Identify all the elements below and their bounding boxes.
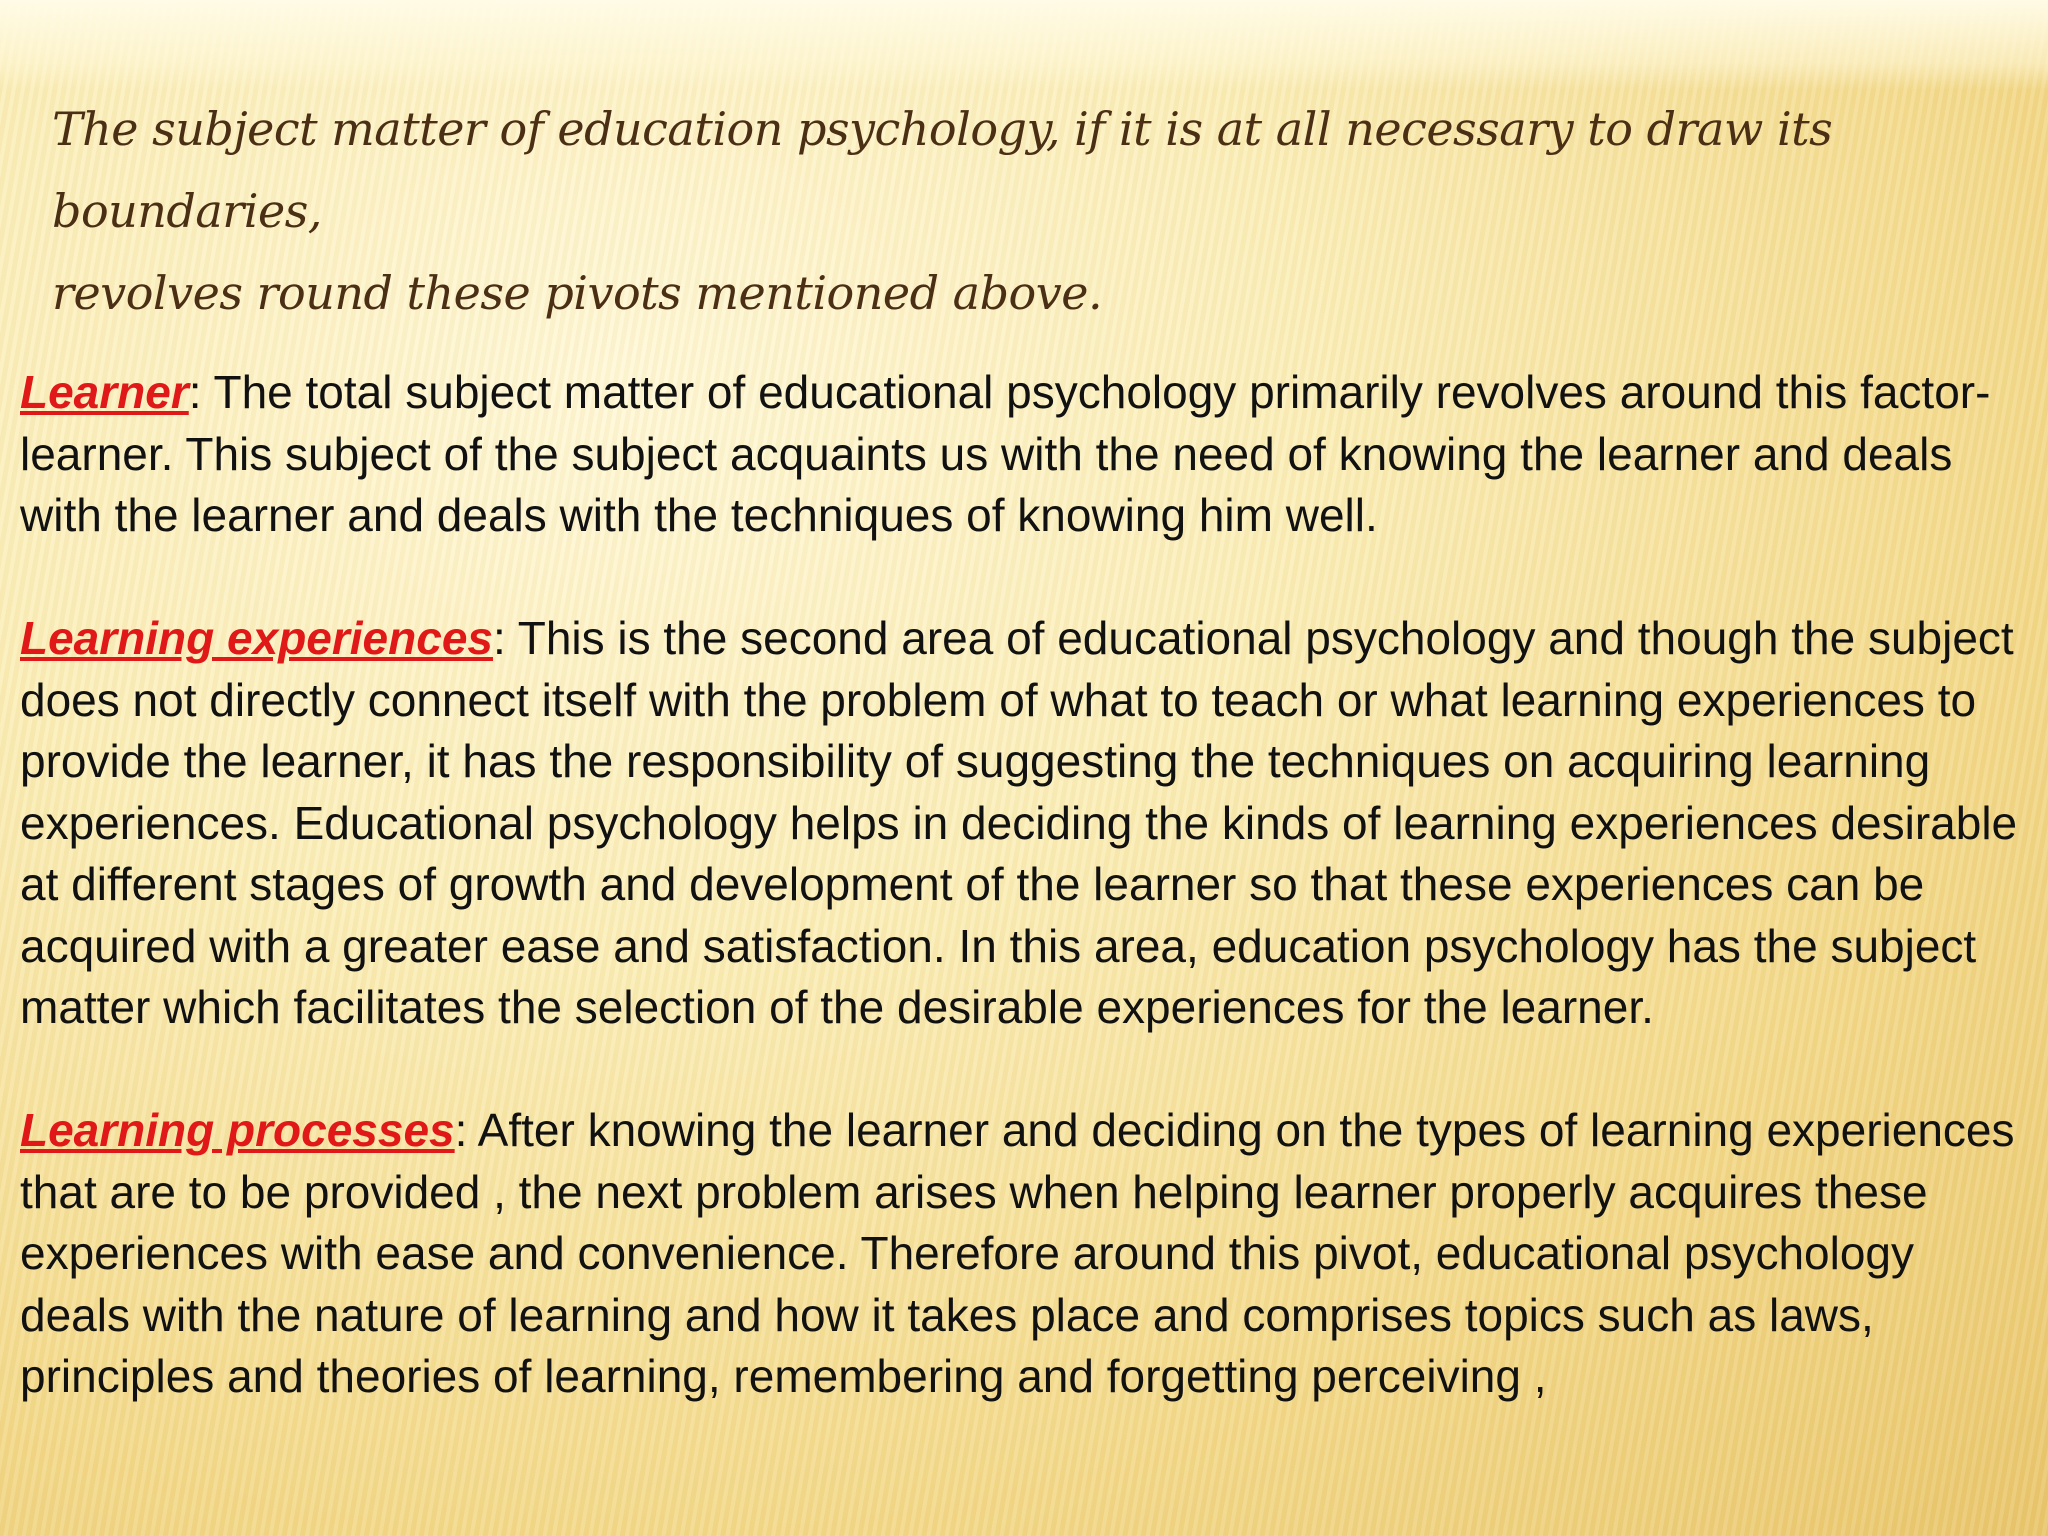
section-learning-experiences-text: : This is the second area of educational psychology and though the subject does not directly connect itself with the problem of what to teach or what learning experiences to provide the learner, it has the responsibility of suggesting the techniques on acquiring learning experiences. Educational psychology helps in deciding the kinds of learning experiences desirable at different stages of growth and development of the learner so that these experiences can be acquired with a greater ease and satisfaction. In this area, education psychology has the subject matter which facilitates the selection of the desirable experiences for the learner. <box>20 612 2018 1033</box>
intro-line-1: The subject matter of education psychology, if it is at all necessary to draw its boundaries, <box>52 102 1833 238</box>
term-learning-experiences: Learning experiences <box>20 612 493 664</box>
section-learning-processes <box>20 1100 2030 1408</box>
intro-text <box>52 88 1992 334</box>
body-content <box>20 362 2030 1408</box>
section-learner <box>20 362 2030 547</box>
term-learner: Learner <box>20 366 189 418</box>
term-learning-processes: Learning processes <box>20 1104 455 1156</box>
section-learning-processes-text: : After knowing the learner and deciding on the types of learning experiences that are to be provided , the next problem arises when helping learner properly acquires these experiences with ease and convenience. Therefore around this pivot, educational psychology deals with the nature of learning and how it takes place and comprises topics such as laws, principles and theories of learning, remembering and forgetting perceiving , <box>20 1104 2015 1402</box>
section-learner-text: : The total subject matter of educational psychology primarily revolves around this factor-learner. This subject of the subject acquaints us with the need of knowing the learner and deals with the learner and deals with the techniques of knowing him well. <box>20 366 1991 541</box>
section-learning-experiences <box>20 608 2030 1039</box>
intro-line-2: revolves round these pivots mentioned above. <box>52 266 1103 320</box>
